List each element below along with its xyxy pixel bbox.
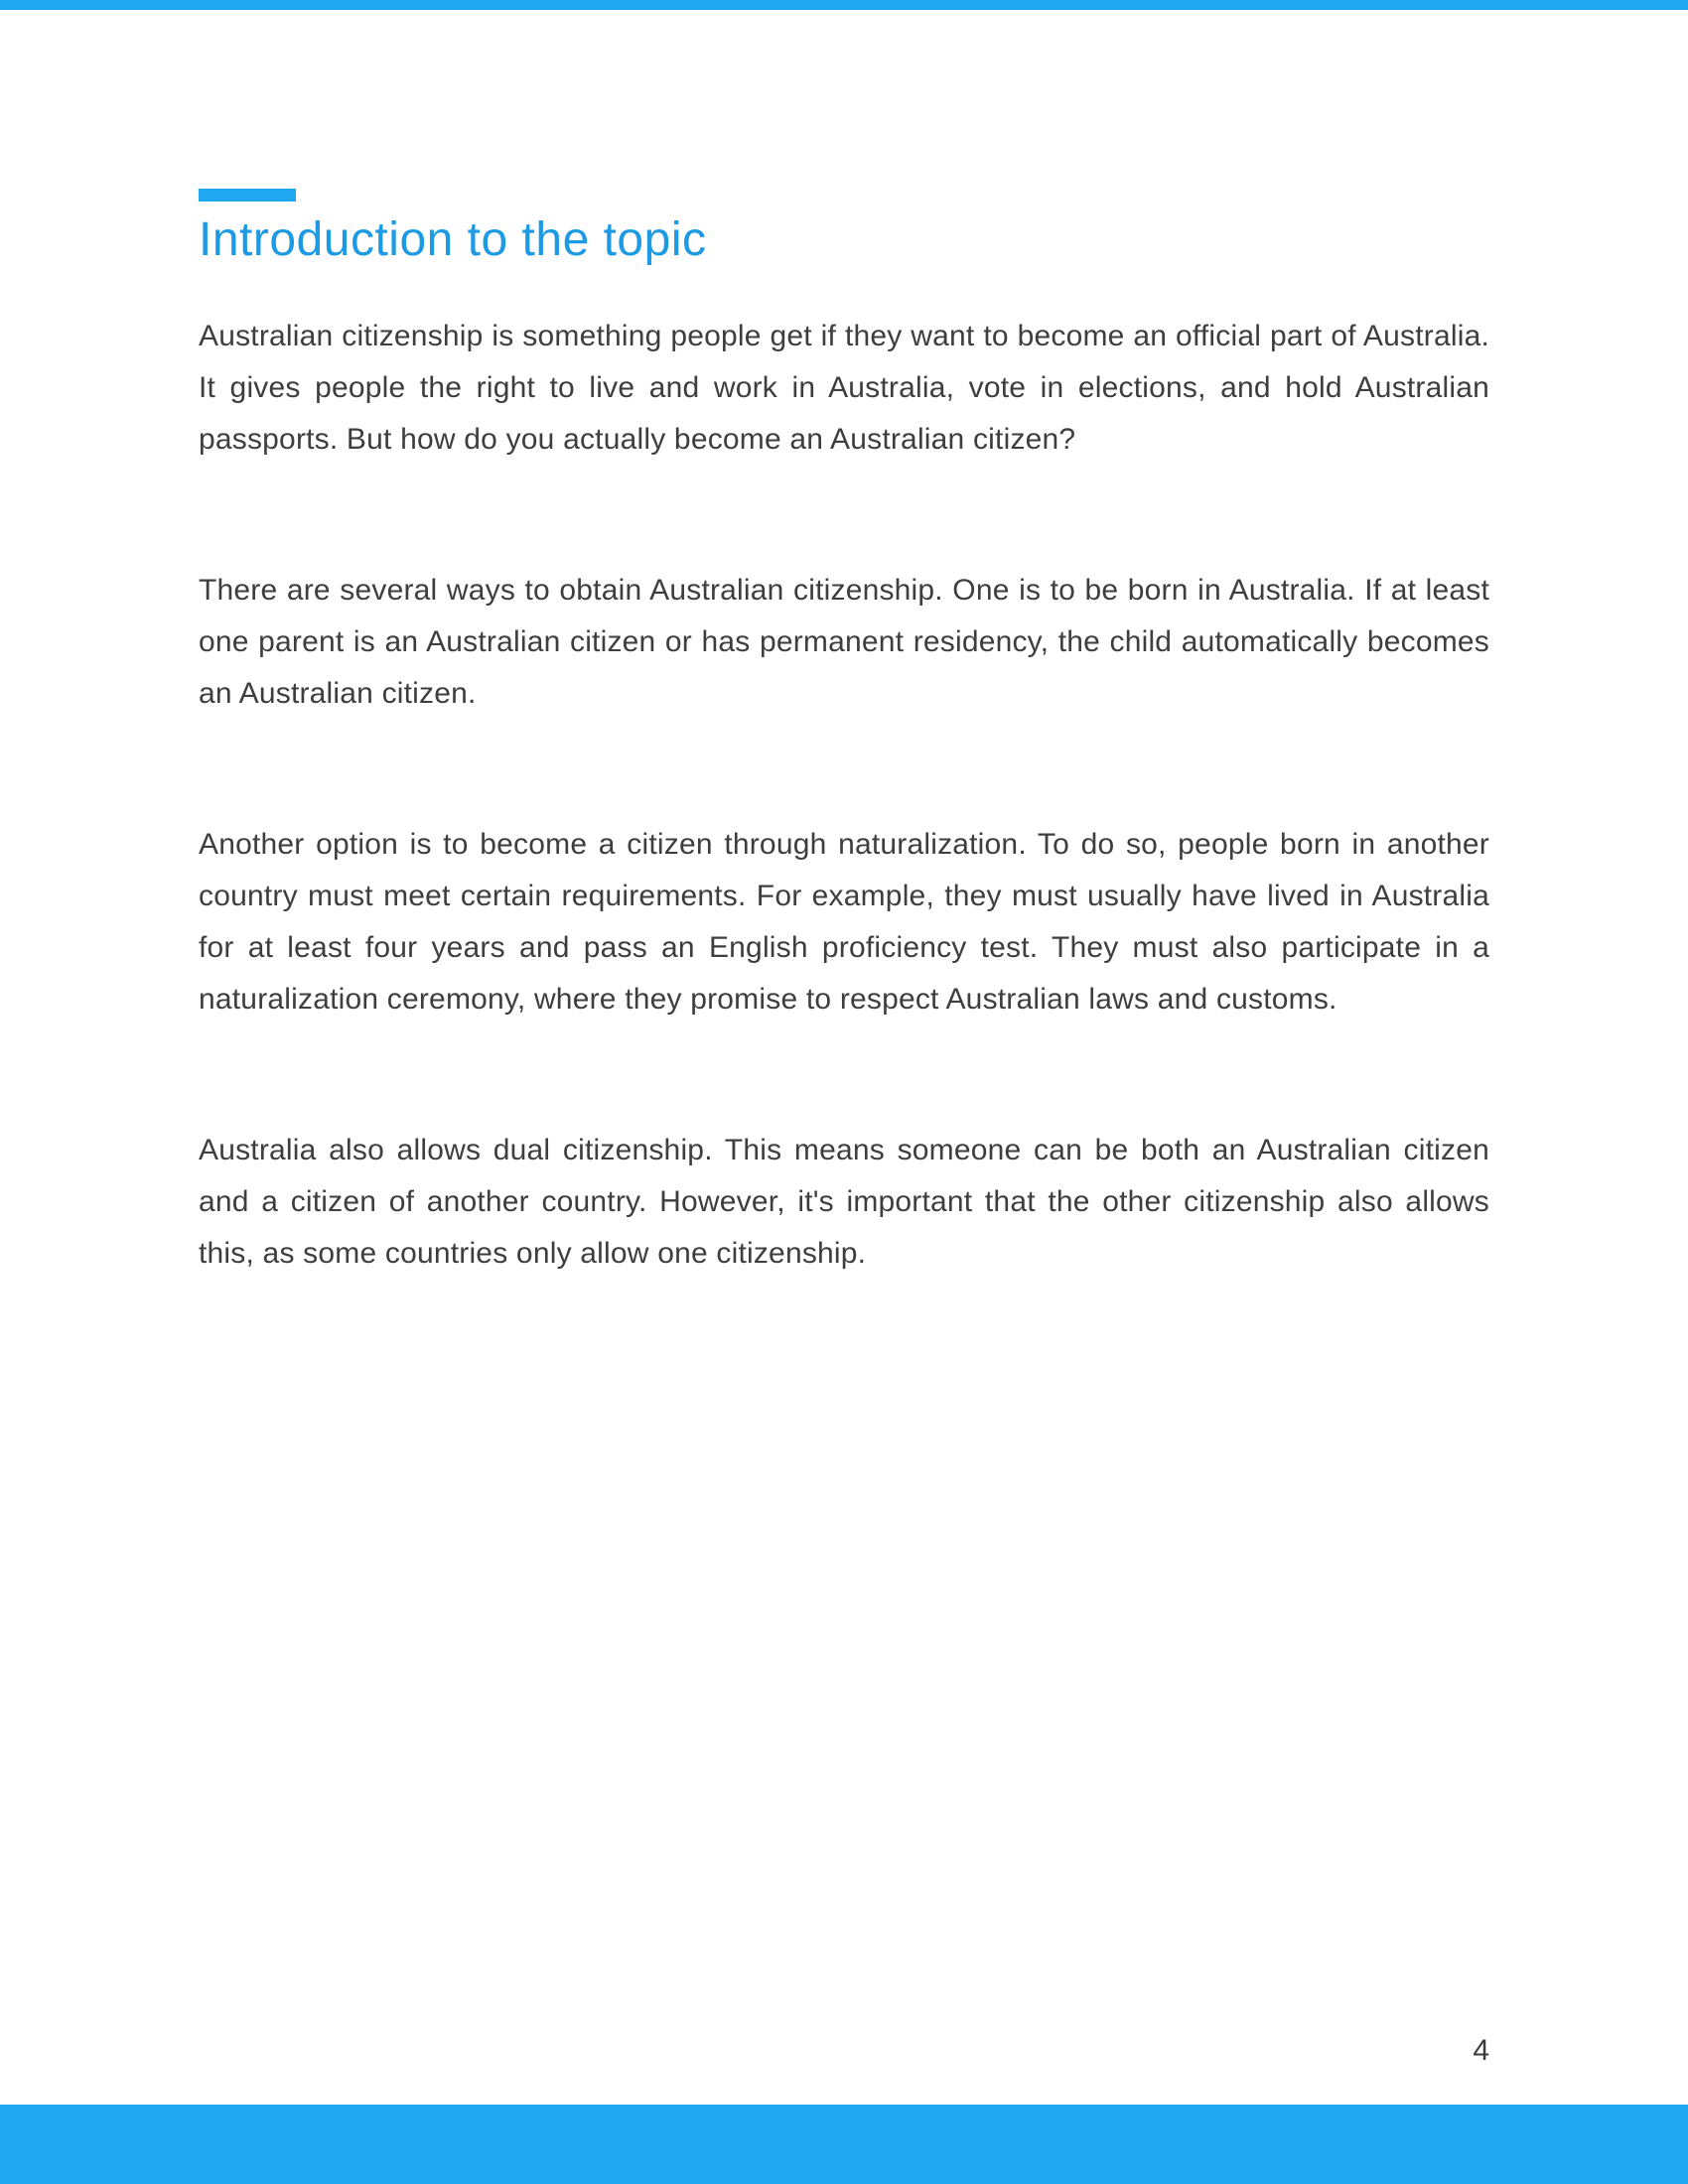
body-content — [199, 311, 1489, 1379]
page-number: 4 — [1473, 2034, 1489, 2067]
top-bar — [0, 0, 1688, 10]
body-paragraph-2: There are several ways to obtain Australian citizenship. One is to be born in Australia. If at least one parent is an Australian citizen or has permanent residency, the child automatically becomes an Australian citizen. — [199, 574, 1489, 710]
body-paragraph-1: Australian citizenship is something people get if they want to become an official part of Australia. It gives people the right to live and work in Australia, vote in elections, and hold Australian passports. But how do you actually become an Australian citizen? — [199, 320, 1489, 456]
heading-accent-bar — [199, 189, 296, 202]
body-paragraph-3: Another option is to become a citizen through naturalization. To do so, people born in another country must meet certain requirements. For example, they must usually have lived in Australia for at least four years and pass an English proficiency test. They must also participate in a naturalization ceremony, where they promise to respect Australian laws and customs. — [199, 828, 1489, 1016]
bottom-bar — [0, 2105, 1688, 2184]
page-title: Introduction to the topic — [199, 213, 707, 266]
body-paragraph-4: Australia also allows dual citizenship. This means someone can be both an Australian citizen and a citizen of another country. However, it's important that the other citizenship also allows this, as some countries only allow one citizenship. — [199, 1134, 1489, 1270]
